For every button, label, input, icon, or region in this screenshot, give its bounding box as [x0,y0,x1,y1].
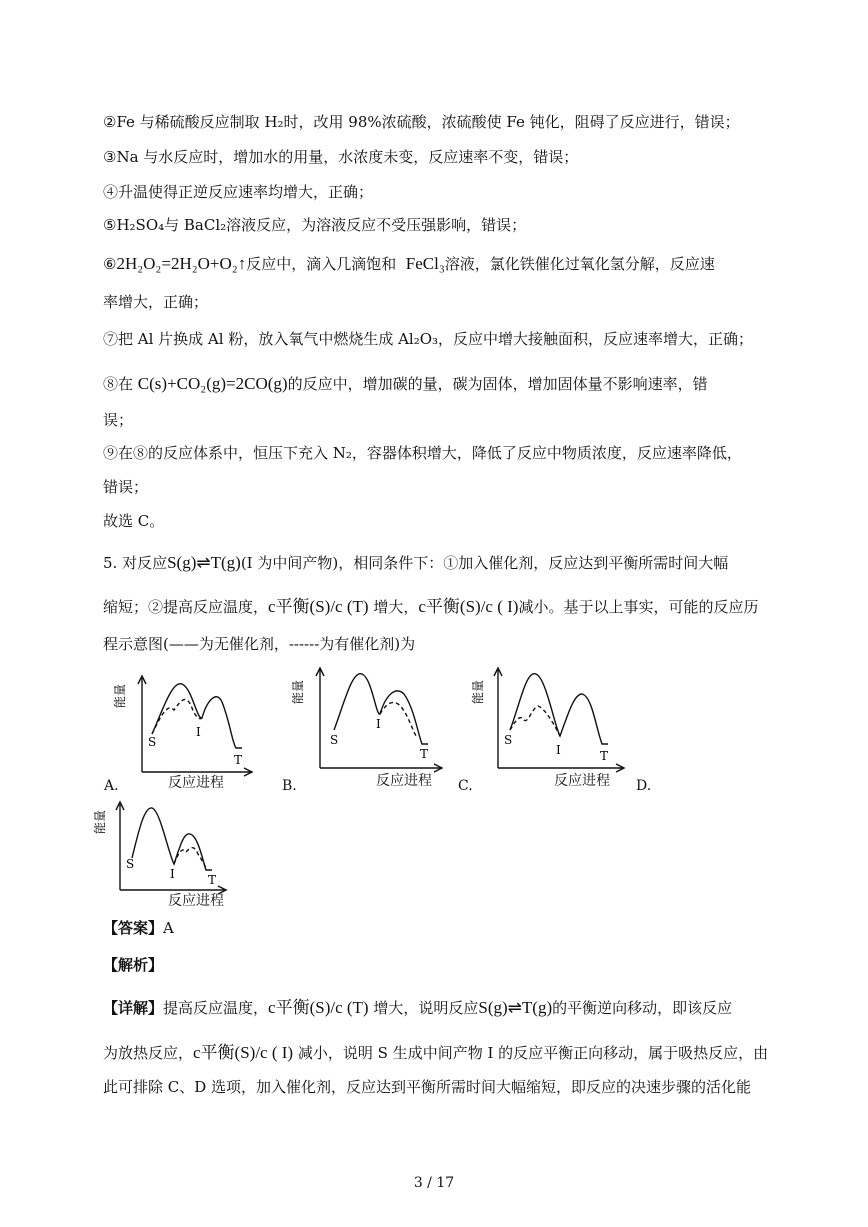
answer-line [103,918,174,938]
label-i: I [170,867,175,881]
option-d-label: D. [636,778,652,794]
option-b-label: B. [282,778,297,794]
text-line-8 [103,374,708,394]
reaction-equation: S(g)⇌T(g) [167,553,241,572]
text-line-9: ⑨在⑧的反应体系中，恒压下充入 N₂，容器体积增大，降低了反应中物质浓度，反应速率降低， [103,444,742,462]
y-axis-label: 能量 [471,679,485,704]
label-s: S [504,733,513,747]
question-5-line-1 [103,553,728,573]
y-axis-label: 能量 [291,679,305,704]
text-segment: 增大， [373,598,419,616]
text-segment: 溶液，氯化铁催化过氧化氢分解，反应速 [444,255,715,273]
text-line-4: ④升温使得正逆反应速率均增大，正确； [103,183,374,201]
label-s: S [148,735,157,749]
ratio-expression: c平衡(S)/c (T) [268,998,369,1017]
text-segment: 的反应中，增加碳的量，碳为固体，增加固体量不影响速率，错 [287,375,708,393]
answer-value: A [163,919,174,937]
text-line-5: ⑤H₂SO₄与 BaCl₂溶液反应，为溶液反应不受压强影响，错误； [103,216,527,234]
label-t: T [234,753,243,767]
text-line-9b: 错误； [103,478,149,496]
label-s: S [330,733,339,747]
ratio-expression: c平衡(S)/c (T) [268,597,369,616]
option-c-label: C. [458,778,473,794]
text-segment: (I 为中间产物)，相同条件下：①加入催化剂，反应达到平衡所需时间大幅 [240,554,729,572]
text-line-8b: 误； [103,411,134,429]
text-segment: 为放热反应， [103,1044,194,1062]
question-number: 5. 对反应 [103,554,168,572]
text-segment: 提高反应温度， [163,999,269,1017]
option-a-label: A. [104,778,119,794]
energy-diagram-d [93,798,226,909]
text-line-6b: 率增大，正确； [103,293,209,311]
answer-label: 【答案】 [103,919,164,937]
y-axis-label: 能量 [113,683,127,708]
text-line-7: ⑦把 Al 片换成 Al 粉，放入氧气中燃烧生成 Al₂O₃，反应中增大接触面积，反应速率增大，正确； [103,330,754,348]
x-axis-label: 反应进程 [168,775,224,791]
detail-label: 【详解】 [103,999,164,1017]
label-i: I [376,717,381,731]
detail-line-3: 此可排除 C、D 选项，加入催化剂，反应达到平衡所需时间大幅缩短，即反应的决速步骤的活化能 [103,1078,752,1096]
text-segment: 的平衡逆向移动，即该反应 [552,999,733,1017]
reaction-equation: S(g)⇌T(g) [478,998,553,1017]
text-line-6 [103,254,715,274]
question-5-line-2 [103,597,758,617]
label-t: T [600,749,609,763]
equation: 2H₂O₂=2H₂O+O₂↑ [116,254,247,273]
energy-diagram-c [471,664,624,789]
question-5-line-3: 程示意图(——为无催化剂，------为有催化剂)为 [103,635,416,653]
page-number: 3 / 17 [413,1175,455,1191]
text-segment: 反应中，滴入几滴饱和 [246,255,397,273]
ratio-expression: c平衡(S)/c ( I) [193,1043,294,1062]
text-line-3: ③Na 与水反应时，增加水的用量，水浓度未变，反应速率不变，错误； [103,148,579,166]
detail-line-1 [103,998,732,1018]
analysis-label: 【解析】 [103,956,164,974]
text-segment: 缩短；②提高反应温度， [103,598,269,616]
catalyst-formula: FeCl₃ [405,254,445,273]
text-segment: 减小。基于以上事实，可能的反应历 [518,598,759,616]
label-t: T [420,747,429,761]
text-line-10: 故选 C。 [103,512,165,530]
x-axis-label: 反应进程 [376,773,432,789]
item-number: ⑥ [103,255,117,273]
detail-line-2 [103,1043,768,1063]
y-axis-label: 能量 [93,809,107,834]
x-axis-label: 反应进程 [554,773,610,789]
text-segment: 增大，说明反应 [373,999,479,1017]
label-s: S [126,857,135,871]
ratio-expression: c平衡(S)/c ( I) [418,597,519,616]
x-axis-label: 反应进程 [168,893,224,909]
label-i: I [556,743,561,757]
energy-diagram-a [112,672,252,791]
text-line-2: ②Fe 与稀硫酸反应制取 H₂时，改用 98%浓硫酸，浓硫酸使 Fe 钝化，阻碍了反应进行，错误； [103,113,740,131]
energy-diagram-b [291,664,442,789]
text-segment: ⑧在 [103,375,134,393]
text-segment: 减小，说明 S 生成中间产物 I 的反应平衡正向移动，属于吸热反应，由 [297,1044,769,1062]
label-i: I [196,725,201,739]
label-t: T [208,873,217,887]
equation: C(s)+CO₂(g)=2CO(g) [137,374,288,393]
